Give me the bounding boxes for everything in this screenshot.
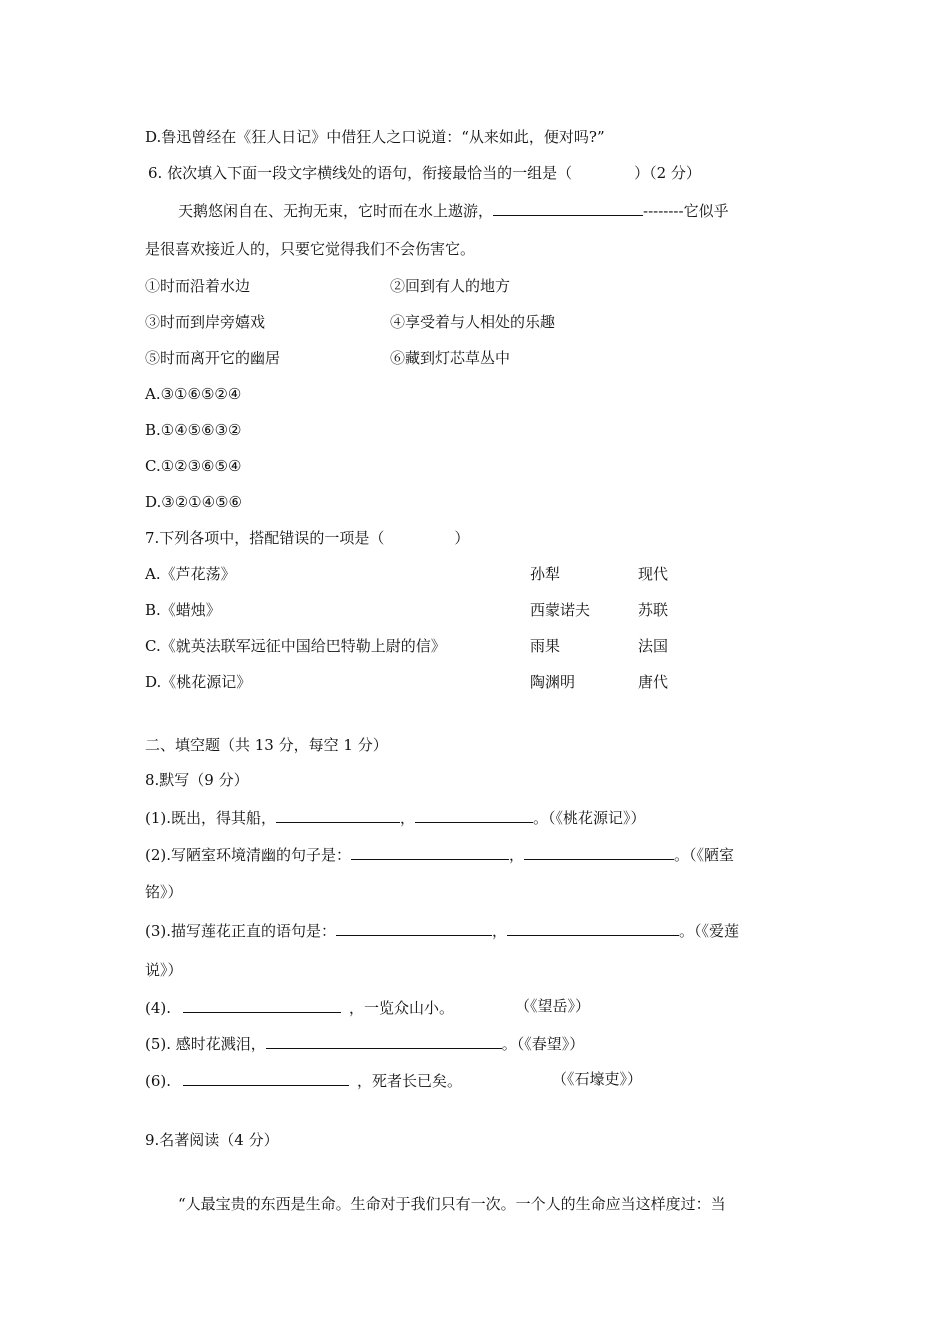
q7-row-d-title: D.《桃花源记》 [145,673,252,691]
q8-l3-comma: ， [492,922,508,940]
q8-l1-source: 。（《桃花源记》） [533,809,646,827]
q7-row-d-origin: 唐代 [638,673,669,691]
section-heading: 二、填空题（共 13 分，每空 1 分） [145,736,388,754]
q6-passage-a: 天鹅悠闲自在、无拘无束，它时而在水上遨游， [178,202,494,220]
q8-l3-blank-2[interactable] [507,919,679,936]
q7-row-c-origin: 法国 [638,637,669,655]
q6-item-6: ⑥藏到灯芯草丛中 [390,349,511,367]
q7-row-a-origin: 现代 [638,565,669,583]
q6-answer-blank[interactable] [493,199,643,216]
q6-passage-dashes: --------它似乎 [643,202,729,220]
q6-option-b: B.①④⑤⑥③② [145,421,242,439]
q8-l2-blank-1[interactable] [351,843,509,860]
q8-l2-comma: ， [509,846,525,864]
q8-l5-prompt: (5). 感时花溅泪， [145,1035,266,1053]
q7-stem-text: 7.下列各项中，搭配错误的一项是（ [145,529,385,547]
q8-l2-prompt: (2).写陋室环境清幽的句子是： [145,846,352,864]
q6-option-d: D.③②①④⑤⑥ [145,493,242,511]
q8-l1-prompt: (1).既出，得其船， [145,809,277,827]
q7-stem-close: ） [454,529,470,547]
q8-l6-prompt: (6). [145,1072,172,1090]
q7-row-c-author: 雨果 [530,637,561,655]
q8-l6-blank[interactable] [183,1069,349,1086]
q7-row-a-author: 孙犁 [530,565,561,583]
q7-row-b-origin: 苏联 [638,601,669,619]
q8-l3-prompt: (3).描写莲花正直的语句是： [145,922,337,940]
q6-passage-line1 [178,199,729,221]
q8-line-5 [145,1032,584,1054]
q6-item-1: ①时而沿着水边 [145,277,251,295]
q6-item-5: ⑤时而离开它的幽居 [145,349,281,367]
q7-row-b-author: 西蒙诺夫 [530,601,591,619]
q8-l1-blank-2[interactable] [415,806,533,823]
q8-l1-comma: ， [400,809,416,827]
q7-row-c-title: C.《就英法联军远征中国给巴特勒上尉的信》 [145,637,446,655]
q7-stem [145,528,469,548]
q8-l4-blank[interactable] [183,996,341,1013]
q6-stem-text: 6. 依次填入下面一段文字横线处的语句，衔接最恰当的一组是（ [148,164,573,182]
q8-l4-prompt: (4). [145,999,172,1017]
q8-l3-source: 。（《爱莲 [679,922,740,940]
q8-l5-source: 。（《春望》） [501,1035,585,1053]
q8-l2-source: 。（《陋室 [674,846,735,864]
q8-l4-text: ，一览众山小。 [349,999,455,1017]
q8-line-3-cont: 说》） [145,961,183,979]
q8-l6-text: ，死者长已矣。 [357,1072,463,1090]
q6-option-c: C.①②③⑥⑤④ [145,457,242,475]
q6-passage-line2: 是很喜欢接近人的，只要它觉得我们不会伤害它。 [145,240,476,258]
q8-title: 8.默写（9 分） [145,771,249,789]
q7-row-a-title: A.《芦花荡》 [145,565,236,583]
q8-l5-blank[interactable] [266,1032,502,1049]
q7-row-d-author: 陶渊明 [530,673,576,691]
q8-line-4 [145,996,454,1018]
q8-l6-source: （《石壕吏》） [552,1070,643,1088]
q6-item-4: ④享受着与人相处的乐趣 [390,313,556,331]
q6-item-3: ③时而到岸旁嬉戏 [145,313,266,331]
q8-l4-source: （《望岳》） [515,997,591,1015]
q9-quote: “人最宝贵的东西是生命。生命对于我们只有一次。一个人的生命应当这样度过：当 [178,1195,726,1213]
q9-title: 9.名著阅读（4 分） [145,1131,279,1149]
q8-line-3 [145,919,739,941]
q8-l3-blank-1[interactable] [336,919,492,936]
q8-l1-blank-1[interactable] [276,806,400,823]
q7-row-b-title: B.《蜡烛》 [145,601,221,619]
q5-option-d: D.鲁迅曾经在《狂人日记》中借狂人之口说道：“从来如此，便对吗?” [145,128,605,146]
q8-line-1 [145,806,646,828]
q6-score: ）（2 分） [634,164,701,182]
q6-stem [148,163,701,183]
q8-line-6 [145,1069,462,1091]
q8-line-2-cont: 铭》） [145,883,183,901]
q8-l2-blank-2[interactable] [524,843,674,860]
q6-option-a: A.③①⑥⑤②④ [145,385,242,403]
q8-line-2 [145,843,734,865]
q6-item-2: ②回到有人的地方 [390,277,511,295]
